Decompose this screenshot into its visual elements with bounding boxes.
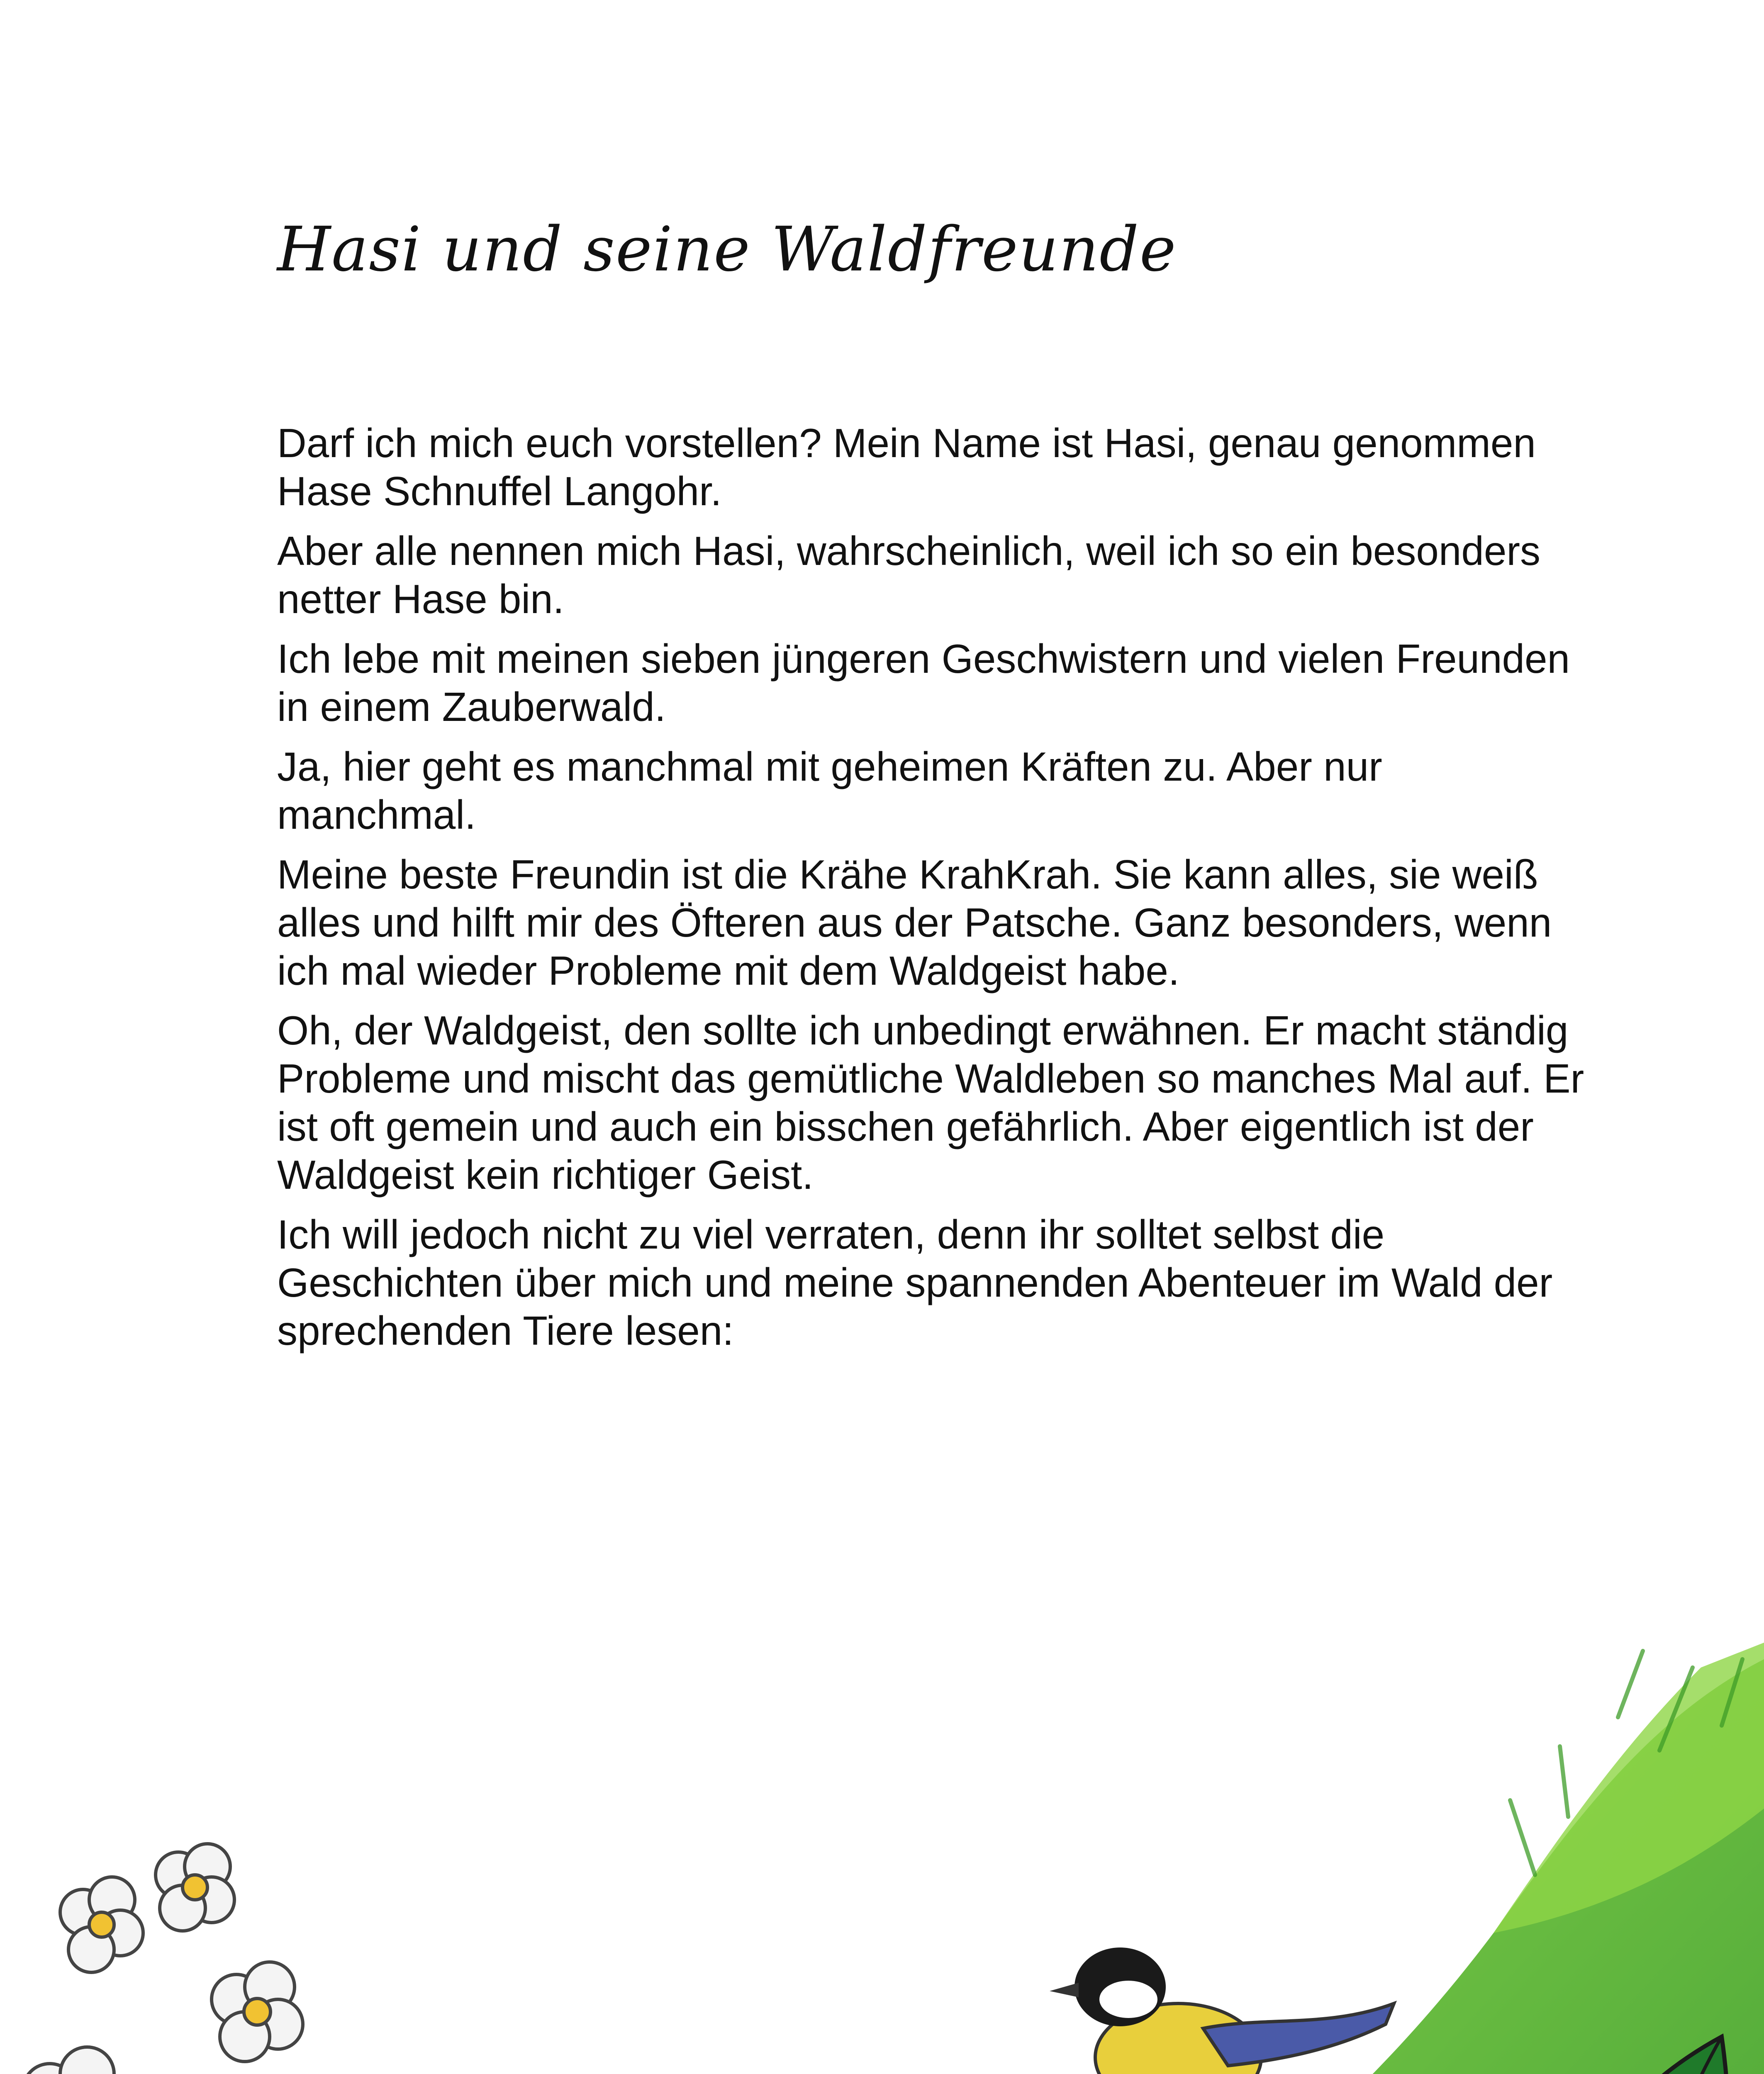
- story-text: [277, 419, 1588, 1366]
- white-flowers: [23, 1844, 303, 2074]
- paragraph: Oh, der Waldgeist, den sollte ich unbedingt erwähnen. Er macht ständig Probleme und mischt das gemütliche Waldleben so manches Mal auf. Er ist oft gemein und auch ein bisschen gefährlich. Aber eigentlich ist der Waldgeist kein richtiger Geist.: [277, 1008, 1584, 1198]
- page-title: Hasi und seine Waldfreunde: [277, 214, 1177, 285]
- great-tit-bird: [1050, 1947, 1394, 2074]
- paragraph: Ja, hier geht es manchmal mit geheimen Kräften zu. Aber nur manchmal.: [277, 744, 1382, 837]
- flower: [156, 1844, 234, 1931]
- paragraph: Ich lebe mit meinen sieben jüngeren Geschwistern und vielen Freunden in einem Zauberwald.: [277, 636, 1570, 730]
- flower: [60, 1877, 143, 1972]
- paragraph: Darf ich mich euch vorstellen? Mein Name ist Hasi, genau genommen Hase Schnuffel Langohr.: [277, 420, 1536, 514]
- paragraph: Ich will jedoch nicht zu viel verraten, denn ihr solltet selbst die Geschichten über mich und meine spannenden Abenteuer im Wald der sprechenden Tiere lesen:: [277, 1212, 1553, 1353]
- paragraph: Meine beste Freundin ist die Krähe KrahKrah. Sie kann alles, sie weiß alles und hilft mir des Öfteren aus der Patsche. Ganz besonders, wenn ich mal wieder Probleme mit dem Waldgeist habe.: [277, 852, 1552, 993]
- flower: [212, 1962, 303, 2062]
- meadow-illustration: [0, 1643, 1764, 2074]
- paragraph: Aber alle nennen mich Hasi, wahrscheinlich, weil ich so ein besonders netter Hase bin.: [277, 528, 1541, 622]
- flower: [23, 2047, 122, 2074]
